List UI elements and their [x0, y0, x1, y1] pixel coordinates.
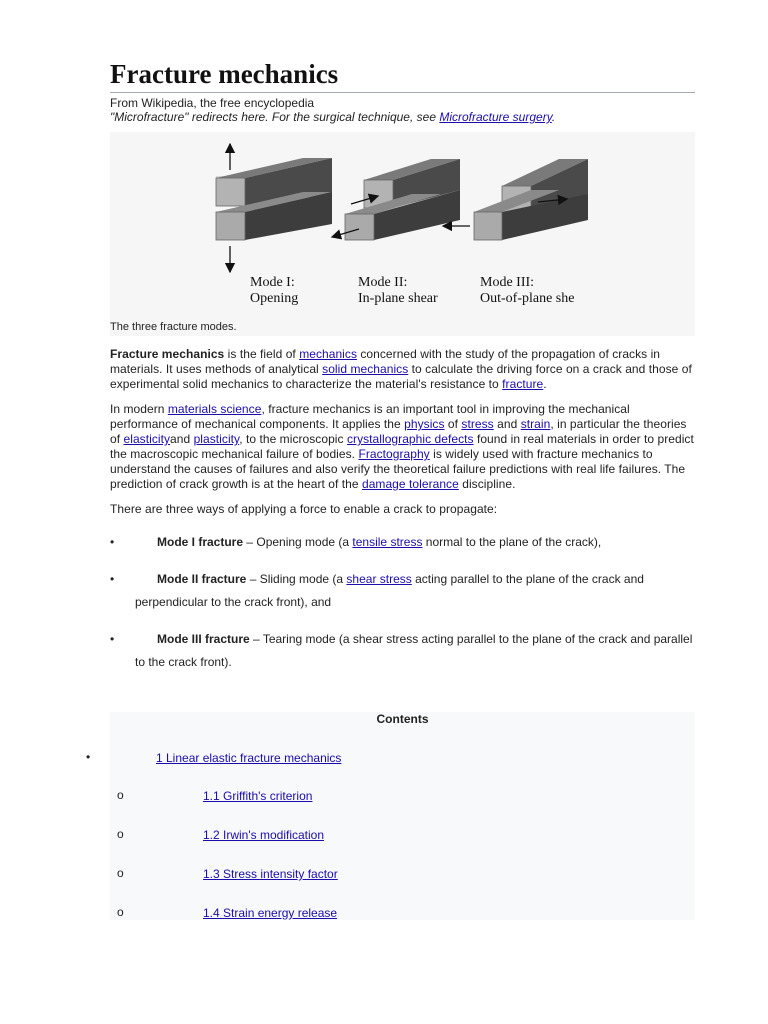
crystallographic-defects-link[interactable]: crystallographic defects — [346, 432, 474, 446]
mode-3-block — [474, 159, 588, 240]
fracture-modes-diagram — [110, 132, 695, 336]
elasticity-link[interactable]: elasticity — [123, 432, 171, 446]
text-run: is widely used with fracture mechanics to understand the causes of failures and also verify the theoretical failure predictions with real life failures. The prediction of crack growth is at the heart of the — [110, 447, 686, 491]
fracture-modes-list — [110, 531, 695, 674]
text-run: of — [444, 417, 462, 431]
shear-stress-link[interactable]: shear stress — [346, 572, 412, 586]
toc-item-linear-elastic-fracture-mechanics[interactable]: 1 Linear elastic fracture mechanics — [156, 751, 342, 765]
mode-3-label-line1: Mode III: — [480, 275, 535, 290]
text-run: , to the microscopic — [239, 432, 347, 446]
figure-caption: The three fracture modes. — [110, 321, 237, 333]
mode-1-block — [216, 144, 332, 272]
hatnote-suffix: . — [551, 110, 556, 124]
tagline: From Wikipedia, the free encyclopedia — [110, 96, 315, 110]
list-item-text — [135, 535, 601, 549]
list-item-text — [135, 572, 644, 609]
bullet-icon: • — [110, 572, 115, 586]
tensile-stress-link[interactable]: tensile stress — [352, 535, 423, 549]
physics-link[interactable]: physics — [404, 417, 445, 431]
fracture-modes-figure — [110, 132, 695, 336]
list-item — [110, 531, 695, 554]
text-run: In modern — [110, 402, 168, 416]
damage-tolerance-link[interactable]: damage tolerance — [361, 477, 459, 491]
page-title: Fracture mechanics — [110, 58, 695, 93]
materials-science-link[interactable]: materials science — [167, 402, 262, 416]
text-run: – Tearing mode (a shear stress acting parallel to the plane of the crack and parallel to the crack front). — [135, 632, 693, 669]
text-run: – Sliding mode (a — [246, 572, 347, 586]
circle-bullet-icon: o — [117, 866, 124, 880]
list-item-text — [135, 632, 692, 669]
mode-term: Mode I fracture — [157, 535, 244, 549]
list-item — [110, 568, 695, 614]
mode-1-label-line1: Mode I: — [250, 275, 295, 290]
circle-bullet-icon: o — [117, 788, 124, 802]
article-content — [110, 58, 695, 688]
stress-link[interactable]: stress — [461, 417, 494, 431]
mode-2-label-line2: In-plane shear — [358, 291, 438, 306]
text-run: to calculate the driving force on a crack and those of experimental solid mechanics to characterize the material's resistance to — [110, 362, 692, 391]
table-of-contents — [110, 712, 695, 920]
mode-term: Mode III fracture — [157, 632, 250, 646]
text-run: found in real materials in order to predict the macroscopic mechanical failure of bodies. — [110, 432, 694, 461]
mode-term: Mode II fracture — [157, 572, 247, 586]
mode-1-label-line2: Opening — [250, 291, 299, 306]
materials-science-paragraph — [110, 402, 695, 492]
toc-item-griffiths-criterion[interactable]: 1.1 Griffith's criterion — [203, 789, 313, 803]
toc-item-irwins-modification[interactable]: 1.2 Irwin's modification — [203, 828, 325, 842]
toc-title: Contents — [376, 712, 429, 726]
text-run: and — [493, 417, 521, 431]
fracture-link[interactable]: fracture — [502, 377, 544, 391]
text-run: – Opening mode (a — [243, 535, 353, 549]
hatnote-text: "Microfracture" redirects here. For the surgical technique, see — [110, 110, 440, 124]
toc-item-stress-intensity-factor[interactable]: 1.3 Stress intensity factor — [203, 867, 338, 881]
mode-2-label-line1: Mode II: — [358, 275, 408, 290]
strain-link[interactable]: strain — [520, 417, 551, 431]
mode-2-block — [332, 159, 470, 240]
bullet-icon: • — [110, 535, 115, 549]
text-run: and — [170, 432, 194, 446]
modes-intro-paragraph: There are three ways of applying a force to enable a crack to propagate: — [110, 502, 498, 516]
intro-paragraph — [110, 347, 695, 392]
text-run: normal to the plane of the crack), — [422, 535, 602, 549]
plasticity-link[interactable]: plasticity — [193, 432, 240, 446]
text-run: acting parallel to the plane of the crack and perpendicular to the crack front), and — [135, 572, 644, 609]
text-run: is the field of — [224, 347, 300, 361]
microfracture-surgery-link[interactable]: Microfracture surgery — [439, 110, 552, 124]
text-run: . — [543, 377, 547, 391]
text-run: , in particular the theories of — [110, 417, 687, 446]
toc-item-strain-energy-release[interactable]: 1.4 Strain energy release — [203, 906, 338, 920]
list-item — [110, 628, 695, 674]
bold-term: Fracture mechanics — [110, 347, 225, 361]
circle-bullet-icon: o — [117, 905, 124, 919]
hatnote — [110, 110, 695, 125]
text-run: , fracture mechanics is an important tool in improving the mechanical performance of mechanical components. It applies the — [110, 402, 630, 431]
fractography-link[interactable]: Fractography — [358, 447, 430, 461]
mode-3-label-line2: Out-of-plane she — [480, 291, 575, 306]
solid-mechanics-link[interactable]: solid mechanics — [322, 362, 409, 376]
bullet-icon: • — [86, 750, 91, 764]
circle-bullet-icon: o — [117, 827, 124, 841]
text-run: discipline. — [458, 477, 516, 491]
bullet-icon: • — [110, 632, 115, 646]
mechanics-link[interactable]: mechanics — [299, 347, 357, 361]
text-run: concerned with the study of the propagation of cracks in materials. It uses methods of analytical — [110, 347, 661, 376]
